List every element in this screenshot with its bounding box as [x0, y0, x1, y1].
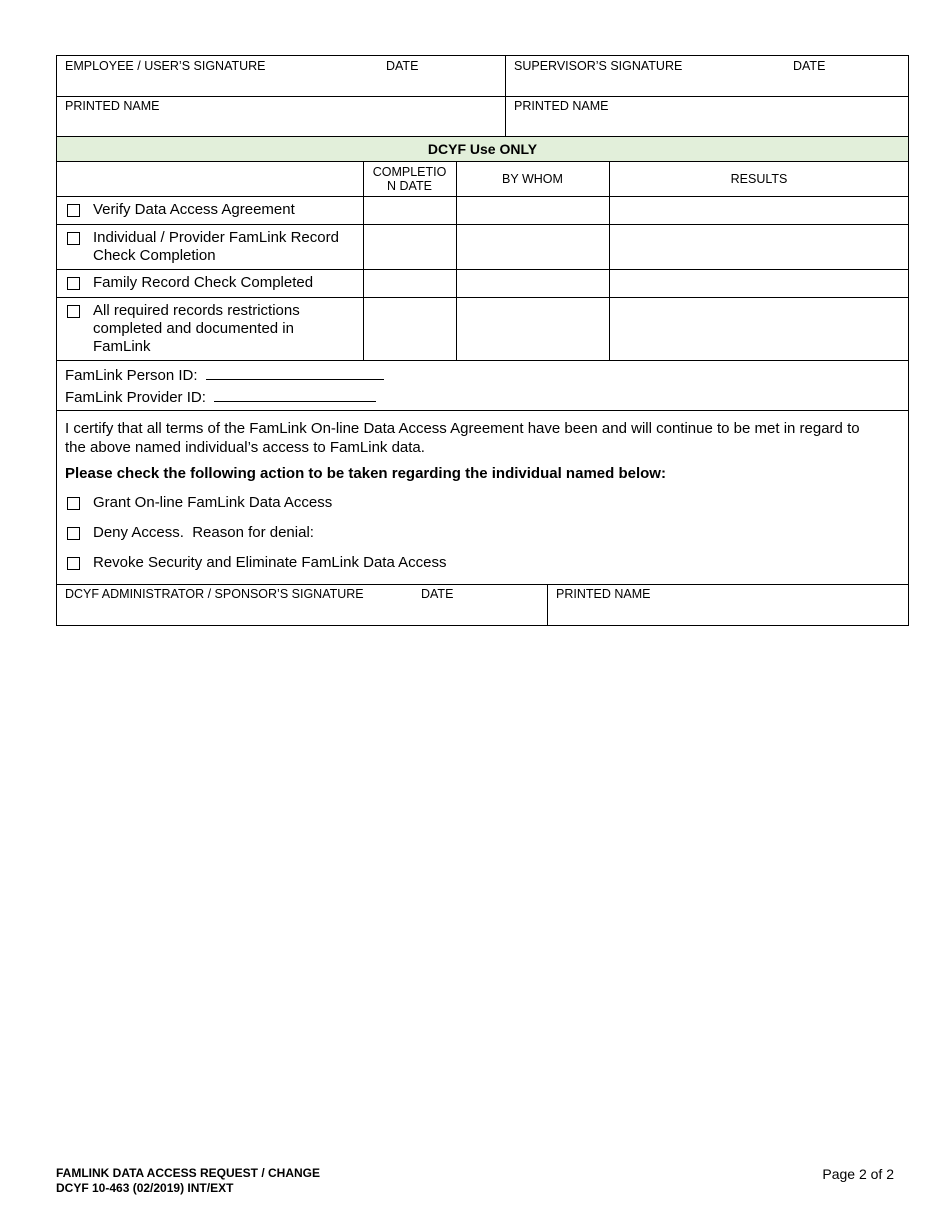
grant-access-label: Grant On-line FamLink Data Access	[93, 494, 333, 511]
person-id-line	[65, 365, 384, 387]
column-header-results: RESULTS	[730, 172, 788, 186]
supervisor-signature-label: SUPERVISOR’S SIGNATURE	[514, 59, 683, 73]
admin-date-label: DATE	[421, 587, 454, 601]
grant-access-checkbox[interactable]	[67, 497, 80, 510]
person-id-field[interactable]	[206, 365, 384, 380]
provider-id-label: FamLink Provider ID:	[65, 389, 206, 406]
divider	[547, 585, 548, 625]
divider	[609, 225, 610, 269]
certification-text-line: I certify that all terms of the FamLink On-line Data Access Agreement have been and will continue to be met in regard to	[65, 420, 860, 437]
dcyf-column-header-row	[57, 162, 908, 197]
provider-id-line	[65, 387, 384, 409]
deny-access-checkbox[interactable]	[67, 527, 80, 540]
check-row	[57, 225, 908, 270]
check-label-line: Check Completion	[93, 247, 216, 264]
divider	[363, 225, 364, 269]
supervisor-date-label: DATE	[793, 59, 826, 73]
completion-date-line1: COMPLETIO	[372, 165, 447, 179]
completion-date-line2: N DATE	[387, 179, 432, 193]
certification-row	[57, 411, 908, 585]
form-footer	[56, 1166, 320, 1196]
record-check-checkbox[interactable]	[67, 232, 80, 245]
records-restrictions-checkbox[interactable]	[67, 305, 80, 318]
divider	[456, 270, 457, 297]
check-label: Family Record Check Completed	[93, 274, 314, 291]
divider	[363, 298, 364, 360]
divider	[505, 97, 506, 136]
person-id-label: FamLink Person ID:	[65, 367, 198, 384]
divider	[609, 298, 610, 360]
check-label-line: completed and documented in	[93, 320, 294, 337]
divider	[609, 197, 610, 224]
check-label	[93, 229, 339, 265]
form-frame	[56, 55, 909, 626]
check-label: Verify Data Access Agreement	[93, 201, 295, 218]
employee-date-label: DATE	[386, 59, 419, 73]
divider	[456, 225, 457, 269]
admin-signature-row	[57, 585, 908, 625]
form-number: DCYF 10-463 (02/2019) INT/EXT	[56, 1181, 234, 1195]
divider	[609, 270, 610, 297]
check-label-line: All required records restrictions	[93, 302, 300, 319]
column-header-completion-date	[363, 165, 456, 193]
divider	[363, 197, 364, 224]
check-label-line: Individual / Provider FamLink Record	[93, 229, 339, 246]
employee-printed-name-label: PRINTED NAME	[65, 99, 160, 113]
divider	[456, 298, 457, 360]
divider	[505, 56, 506, 96]
famlink-ids-row	[57, 361, 908, 411]
column-header-by-whom: BY WHOM	[502, 172, 563, 186]
verify-agreement-checkbox[interactable]	[67, 204, 80, 217]
supervisor-printed-name-label: PRINTED NAME	[514, 99, 609, 113]
check-label-line: FamLink	[93, 338, 151, 355]
employee-signature-label: EMPLOYEE / USER’S SIGNATURE	[65, 59, 266, 73]
admin-printed-name-label: PRINTED NAME	[556, 587, 651, 601]
page-number: Page 2 of 2	[822, 1166, 894, 1182]
deny-access-label: Deny Access. Reason for denial:	[93, 524, 314, 541]
check-row	[57, 298, 908, 361]
certification-text-line: the above named individual’s access to FamLink data.	[65, 439, 425, 456]
check-row	[57, 197, 908, 225]
divider	[363, 270, 364, 297]
check-row	[57, 270, 908, 298]
action-instruction: Please check the following action to be taken regarding the individual named below:	[65, 465, 666, 482]
revoke-access-label: Revoke Security and Eliminate FamLink Data Access	[93, 554, 447, 571]
admin-signature-label: DCYF ADMINISTRATOR / SPONSOR’S SIGNATURE	[65, 587, 364, 601]
revoke-access-checkbox[interactable]	[67, 557, 80, 570]
famlink-ids	[65, 365, 384, 409]
certification-text	[65, 419, 905, 457]
check-label	[93, 302, 300, 356]
form-title: FAMLINK DATA ACCESS REQUEST / CHANGE	[56, 1166, 321, 1180]
divider	[456, 197, 457, 224]
signature-row	[57, 56, 908, 97]
printed-name-row	[57, 97, 908, 137]
family-record-checkbox[interactable]	[67, 277, 80, 290]
provider-id-field[interactable]	[214, 387, 376, 402]
dcyf-section-title: DCYF Use ONLY	[57, 137, 908, 162]
